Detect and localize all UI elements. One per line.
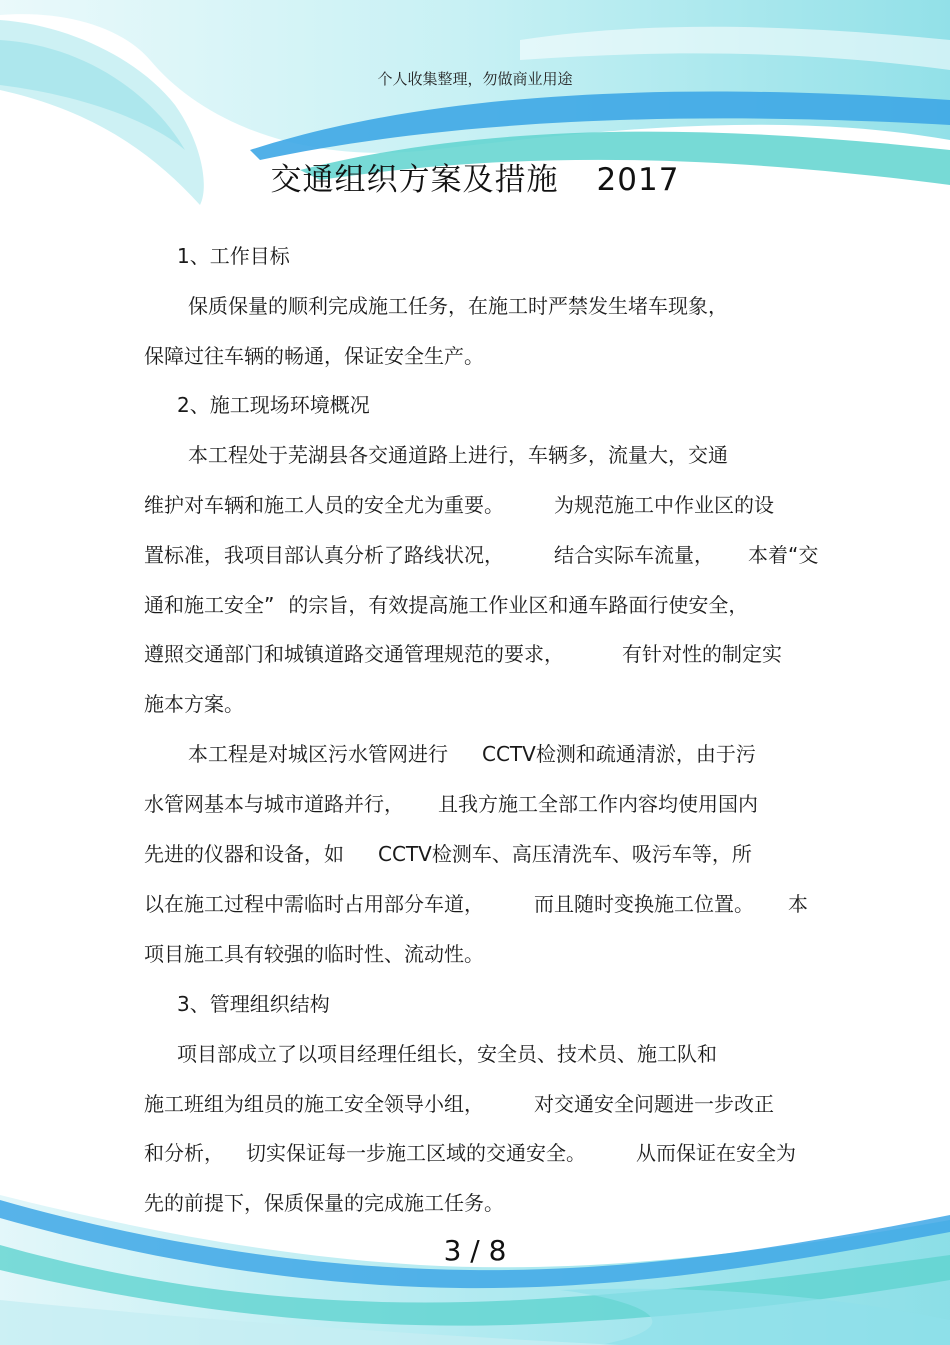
paragraph-line (144, 492, 844, 518)
section-heading-3: 3、管理组织结构 (177, 992, 330, 1016)
paragraph-line (188, 741, 888, 767)
paragraph-line: 项目部成立了以项目经理任组长，安全员、技术员、施工队和 (177, 1042, 717, 1066)
text-run: 而且随时变换施工位置。 (534, 892, 754, 916)
paragraph-line: 先的前提下，保质保量的完成施工任务。 (144, 1191, 504, 1215)
text-run: 本工程是对城区污水管网进行 (188, 742, 448, 766)
text-run: CCTV检测车、高压清洗车、吸污车等，所 (378, 842, 752, 866)
document-title (0, 154, 950, 199)
text-run: 有针对性的制定实 (622, 642, 782, 666)
section-heading-1: 1、工作目标 (177, 244, 290, 268)
text-run: 先进的仪器和设备，如 (144, 842, 344, 866)
paragraph-line (144, 542, 844, 568)
text-run: 通和施工安全” (144, 593, 275, 617)
paragraph-line (144, 841, 844, 867)
title-text: 交通组织方案及措施 (270, 162, 559, 198)
page-indicator: 3 / 8 (443, 1234, 507, 1267)
paragraph-line: 本工程处于芜湖县各交通道路上进行，车辆多，流量大，交通 (188, 443, 728, 467)
paragraph-line (144, 1140, 844, 1166)
text-run: CCTV检测和疏通清淤，由于污 (482, 742, 756, 766)
text-run: 本 (788, 892, 808, 916)
paragraph-line (144, 1091, 844, 1117)
title-year: 2017 (596, 162, 680, 198)
paragraph-line (144, 592, 844, 618)
paragraph-line (144, 791, 844, 817)
text-run: 且我方施工全部工作内容均使用国内 (438, 792, 758, 816)
text-run: 对交通安全问题进一步改正 (534, 1092, 774, 1116)
text-run: 和分析， (144, 1141, 224, 1165)
paragraph-line: 施本方案。 (144, 692, 244, 716)
text-run: 结合实际车流量， (554, 543, 714, 567)
text-run: 为规范施工中作业区的设 (554, 493, 774, 517)
bottom-wave-decoration (0, 1195, 950, 1345)
text-run: 遵照交通部门和城镇道路交通管理规范的要求， (144, 642, 564, 666)
text-run: 维护对车辆和施工人员的安全尤为重要。 (144, 493, 504, 517)
text-run: 以在施工过程中需临时占用部分车道， (144, 892, 484, 916)
paragraph-line (144, 891, 844, 917)
text-run: 本着“交 (748, 543, 819, 567)
text-run: 的宗旨，有效提高施工作业区和通车路面行使安全， (288, 593, 749, 617)
text-run: 水管网基本与城市道路并行， (144, 792, 404, 816)
paragraph-line (144, 641, 844, 667)
text-run: 从而保证在安全为 (636, 1141, 796, 1165)
paragraph-line: 项目施工具有较强的临时性、流动性。 (144, 942, 484, 966)
paragraph-line: 保障过往车辆的畅通，保证安全生产。 (144, 344, 484, 368)
section-heading-2: 2、施工现场环境概况 (177, 393, 370, 417)
paragraph-line: 保质保量的顺利完成施工任务，在施工时严禁发生堵车现象， (188, 294, 728, 318)
text-run: 施工班组为组员的施工安全领导小组， (144, 1092, 484, 1116)
watermark-text: 个人收集整理，勿做商业用途 (377, 70, 573, 88)
text-run: 置标准，我项目部认真分析了路线状况， (144, 543, 504, 567)
text-run: 切实保证每一步施工区域的交通安全。 (246, 1141, 586, 1165)
